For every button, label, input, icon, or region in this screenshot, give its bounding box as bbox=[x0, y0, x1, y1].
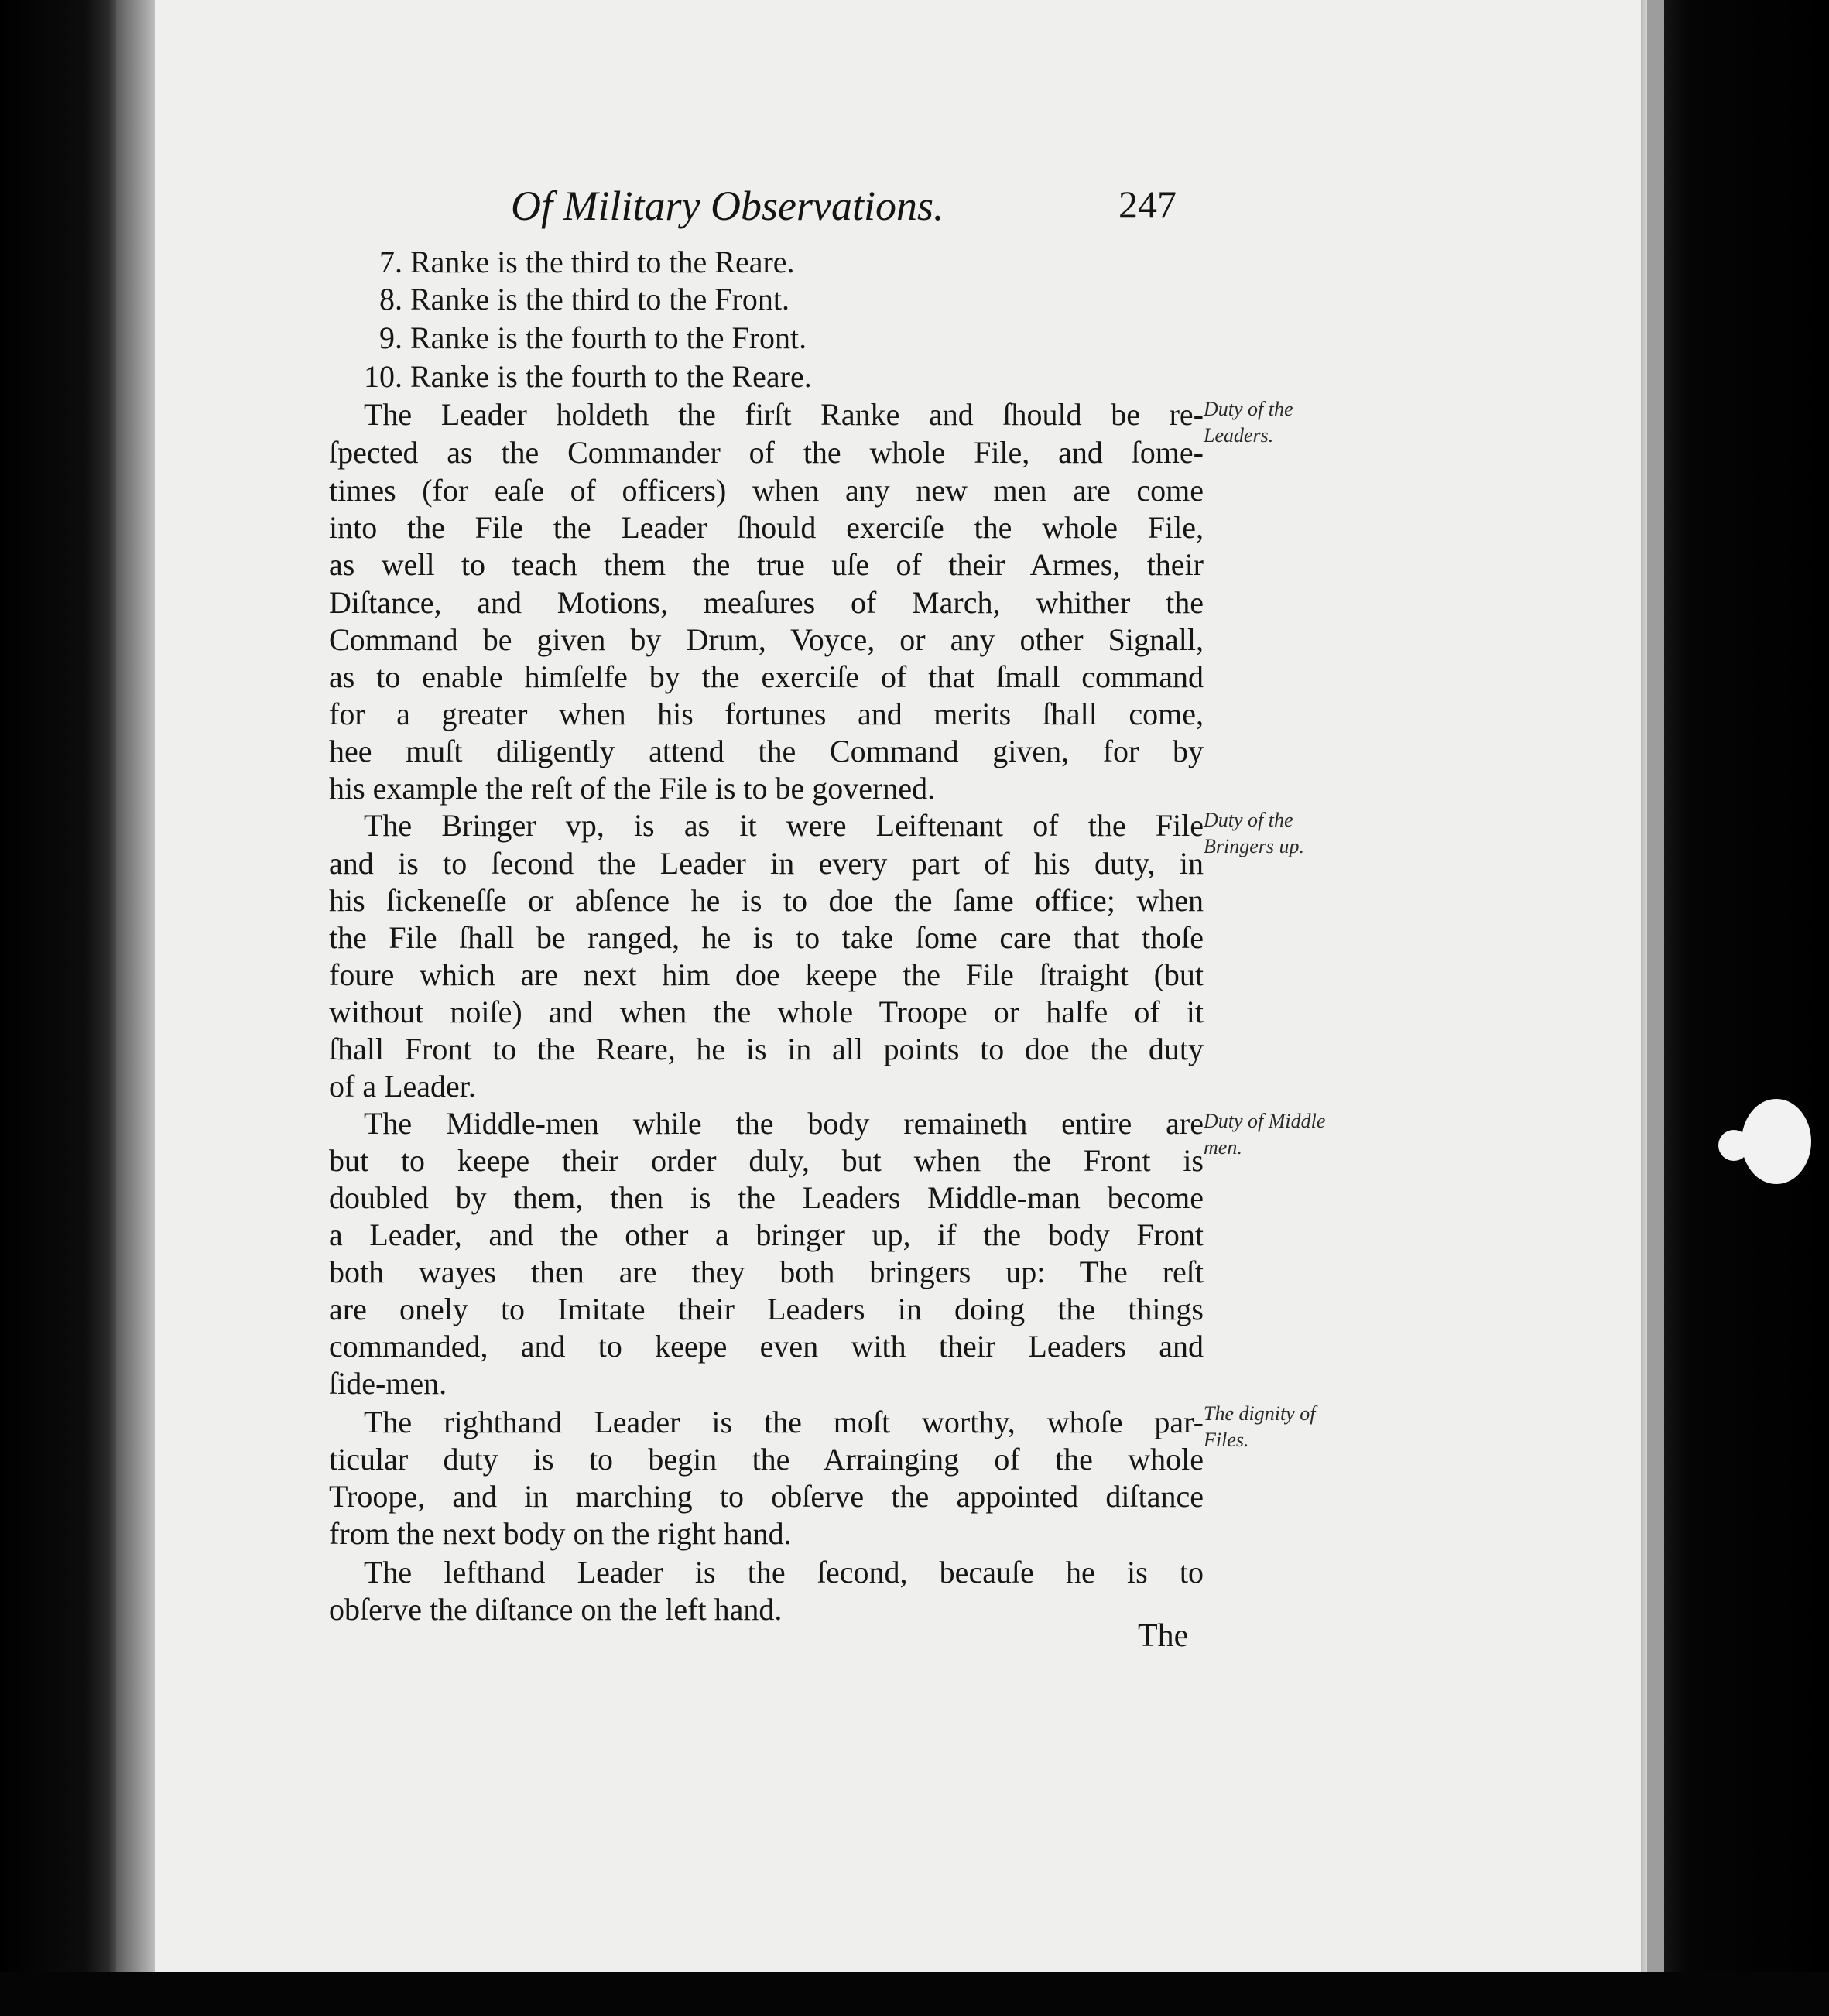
gutter-shadow bbox=[116, 0, 155, 1973]
text-line: of a Leader. bbox=[329, 1069, 476, 1104]
text-line: Troope, and in marching to obſerve the appointed diſtance bbox=[329, 1479, 1204, 1514]
text-line: The Bringer vp, is as it were Leiftenant of the File bbox=[364, 808, 1204, 843]
rank-item: 9. Ranke is the fourth to the Front. bbox=[379, 320, 807, 355]
text-line: Command be given by Drum, Voyce, or any other Signall, bbox=[329, 622, 1204, 657]
text-line: commanded, and to keepe even with their Leaders and bbox=[329, 1329, 1204, 1364]
scan-artifact bbox=[1718, 1130, 1749, 1161]
catchword: The bbox=[1138, 1618, 1189, 1654]
page-edge-band bbox=[1647, 0, 1664, 2016]
text-line: ſide-men. bbox=[329, 1366, 447, 1401]
rank-item: 10. Ranke is the fourth to the Reare. bbox=[364, 359, 812, 394]
margin-note-line: Files. bbox=[1204, 1429, 1249, 1451]
text-line: as well to teach them the true uſe of their Armes, their bbox=[329, 547, 1204, 582]
margin-note-line: Bringers up. bbox=[1204, 835, 1304, 857]
text-line: the File ſhall be ranged, he is to take ſome care that thoſe bbox=[329, 920, 1204, 955]
text-line: ſhall Front to the Reare, he is in all points to doe the duty bbox=[329, 1032, 1204, 1066]
rank-item: 8. Ranke is the third to the Front. bbox=[379, 282, 789, 317]
text-line: The righthand Leader is the moſt worthy, whoſe par- bbox=[364, 1405, 1204, 1439]
text-line: The Leader holdeth the firſt Ranke and ſhould be re- bbox=[364, 397, 1204, 432]
text-line: doubled by them, then is the Leaders Middle-man become bbox=[329, 1180, 1204, 1215]
margin-note-line: men. bbox=[1204, 1136, 1242, 1159]
text-line: as to enable himſelfe by the exerciſe of that ſmall command bbox=[329, 659, 1204, 694]
margin-note-line: Duty of Middle bbox=[1204, 1110, 1326, 1132]
margin-note bbox=[1204, 807, 1382, 860]
text-line: are onely to Imitate their Leaders in doing the things bbox=[329, 1292, 1204, 1326]
text-line: from the next body on the right hand. bbox=[329, 1516, 792, 1551]
text-line: for a greater when his fortunes and merits ſhall come, bbox=[329, 697, 1204, 731]
text-line: hee muſt diligently attend the Command given, for by bbox=[329, 734, 1204, 768]
rank-item: 7. Ranke is the third to the Reare. bbox=[379, 245, 795, 279]
text-line: a Leader, and the other a bringer up, if the body Front bbox=[329, 1217, 1204, 1252]
text-line: both wayes then are they both bringers up: The reſt bbox=[329, 1254, 1204, 1289]
margin-note bbox=[1204, 396, 1382, 449]
text-line: Diſtance, and Motions, meaſures of March, whither the bbox=[329, 585, 1204, 620]
scan-artifact bbox=[1742, 1099, 1811, 1184]
margin-note-line: Duty of the bbox=[1204, 809, 1293, 831]
margin-note bbox=[1204, 1108, 1382, 1161]
text-line: his example the reſt of the File is to be governed. bbox=[329, 771, 936, 806]
text-line: foure which are next him doe keepe the File ſtraight (but bbox=[329, 957, 1204, 992]
text-line: his ſickeneſſe or abſence he is to doe the ſame office; when bbox=[329, 883, 1204, 918]
text-line: and is to ſecond the Leader in every part of his duty, in bbox=[329, 846, 1204, 881]
page-number: 247 bbox=[1118, 183, 1177, 226]
running-header bbox=[511, 182, 1177, 244]
text-line: The lefthand Leader is the ſecond, becauſe he is to bbox=[364, 1555, 1204, 1590]
text-line: obſerve the diſtance on the left hand. bbox=[329, 1592, 783, 1627]
text-line: ſpected as the Commander of the whole File, and ſome- bbox=[329, 435, 1204, 470]
margin-note bbox=[1204, 1401, 1382, 1453]
margin-note-line: Leaders. bbox=[1204, 424, 1274, 447]
page-bottom-edge bbox=[0, 1972, 1829, 2016]
text-line: but to keepe their order duly, but when the Front is bbox=[329, 1143, 1204, 1178]
margin-note-line: The dignity of bbox=[1204, 1402, 1316, 1425]
text-line: times (for eaſe of officers) when any new men are come bbox=[329, 473, 1204, 508]
text-line: without noiſe) and when the whole Troope or halfe of it bbox=[329, 994, 1204, 1029]
running-title: Of Military Observations. bbox=[511, 183, 944, 229]
margin-note-line: Duty of the bbox=[1204, 398, 1293, 420]
text-line: into the File the Leader ſhould exerciſe the whole File, bbox=[329, 510, 1204, 545]
text-line: ticular duty is to begin the Arrainging of the whole bbox=[329, 1442, 1204, 1477]
text-line: The Middle-men while the body remaineth entire are bbox=[364, 1106, 1204, 1141]
page-right-edge bbox=[1641, 0, 1829, 2016]
